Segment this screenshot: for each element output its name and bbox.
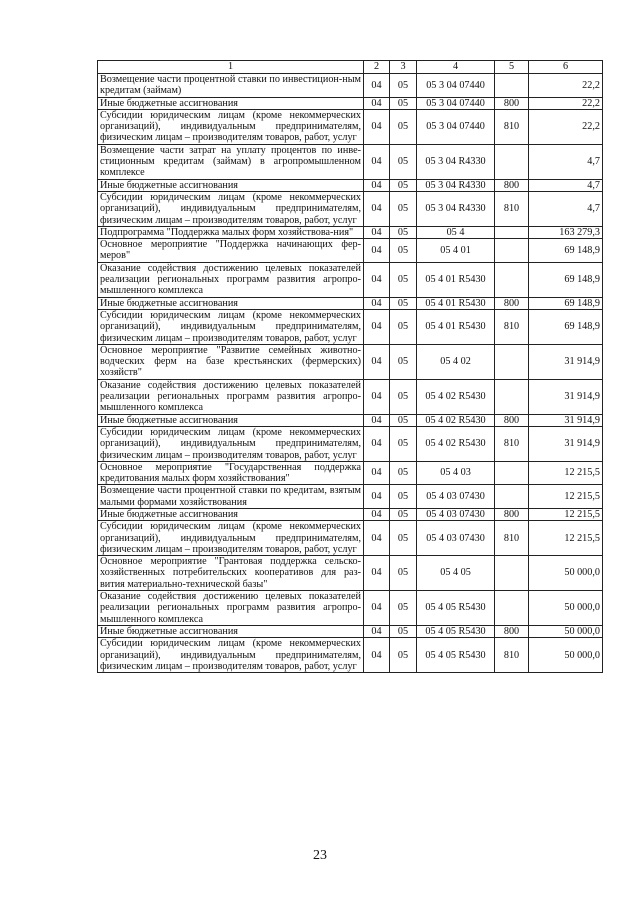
row-section-cell: 04 — [364, 379, 390, 414]
header-cell-3: 3 — [390, 61, 417, 74]
row-target-article-cell: 05 4 03 07430 — [417, 521, 495, 556]
row-name-cell: Субсидии юридическим лицам (кроме некоммерческих организаций), индивидуальным предпринимателям, физическим лицам – производителям товаров, работ, услуг — [98, 191, 364, 226]
row-name-cell: Субсидии юридическим лицам (кроме некоммерческих организаций), индивидуальным предпринимателям, физическим лицам – производителям товаров, работ, услуг — [98, 109, 364, 144]
row-name-cell: Субсидии юридическим лицам (кроме некоммерческих организаций), индивидуальным предпринимателям, физическим лицам – производителям товаров, работ, услуг — [98, 521, 364, 556]
row-name-cell: Подпрограмма "Поддержка малых форм хозяйствова-ния" — [98, 226, 364, 238]
row-subsection-cell: 05 — [390, 461, 417, 485]
table-row — [98, 485, 603, 509]
row-amount-cell: 12 215,5 — [529, 461, 603, 485]
row-target-article-cell: 05 4 03 — [417, 461, 495, 485]
row-target-article-cell: 05 4 02 — [417, 344, 495, 379]
table-row — [98, 179, 603, 191]
row-target-article-cell: 05 4 05 R5430 — [417, 625, 495, 637]
row-subsection-cell: 05 — [390, 508, 417, 520]
row-expense-type-cell: 810 — [495, 309, 529, 344]
table-row — [98, 521, 603, 556]
row-expense-type-cell — [495, 239, 529, 263]
table-row — [98, 74, 603, 98]
row-subsection-cell: 05 — [390, 414, 417, 426]
row-target-article-cell: 05 4 05 — [417, 556, 495, 591]
row-amount-cell: 4,7 — [529, 144, 603, 179]
table-row — [98, 461, 603, 485]
row-target-article-cell: 05 3 04 R4330 — [417, 191, 495, 226]
row-target-article-cell: 05 4 01 R5430 — [417, 262, 495, 297]
row-amount-cell: 69 148,9 — [529, 309, 603, 344]
table-body — [98, 74, 603, 673]
row-amount-cell: 50 000,0 — [529, 556, 603, 591]
row-amount-cell: 31 914,9 — [529, 426, 603, 461]
row-amount-cell: 69 148,9 — [529, 262, 603, 297]
row-section-cell: 04 — [364, 144, 390, 179]
table-row — [98, 191, 603, 226]
row-subsection-cell: 05 — [390, 638, 417, 673]
table-row — [98, 591, 603, 626]
header-cell-4: 4 — [417, 61, 495, 74]
row-target-article-cell: 05 4 02 R5430 — [417, 426, 495, 461]
row-amount-cell: 50 000,0 — [529, 591, 603, 626]
row-amount-cell: 12 215,5 — [529, 508, 603, 520]
row-name-cell: Субсидии юридическим лицам (кроме некоммерческих организаций), индивидуальным предпринимателям, физическим лицам – производителям товаров, работ, услуг — [98, 426, 364, 461]
row-amount-cell: 163 279,3 — [529, 226, 603, 238]
row-amount-cell: 22,2 — [529, 74, 603, 98]
row-amount-cell: 4,7 — [529, 179, 603, 191]
row-section-cell: 04 — [364, 309, 390, 344]
row-amount-cell: 22,2 — [529, 97, 603, 109]
row-target-article-cell: 05 4 01 — [417, 239, 495, 263]
row-section-cell: 04 — [364, 556, 390, 591]
row-name-cell: Иные бюджетные ассигнования — [98, 97, 364, 109]
row-name-cell: Оказание содействия достижению целевых показателей реализации региональных программ развития агропро-мышленного комплекса — [98, 262, 364, 297]
row-amount-cell: 31 914,9 — [529, 344, 603, 379]
row-target-article-cell: 05 3 04 R4330 — [417, 179, 495, 191]
row-expense-type-cell: 810 — [495, 426, 529, 461]
row-amount-cell: 69 148,9 — [529, 297, 603, 309]
row-target-article-cell: 05 4 05 R5430 — [417, 591, 495, 626]
row-subsection-cell: 05 — [390, 74, 417, 98]
row-subsection-cell: 05 — [390, 591, 417, 626]
row-section-cell: 04 — [364, 344, 390, 379]
table-header-row — [98, 61, 603, 74]
row-expense-type-cell: 800 — [495, 297, 529, 309]
row-amount-cell: 50 000,0 — [529, 625, 603, 637]
row-expense-type-cell — [495, 262, 529, 297]
row-expense-type-cell — [495, 74, 529, 98]
row-target-article-cell: 05 4 05 R5430 — [417, 638, 495, 673]
row-section-cell: 04 — [364, 179, 390, 191]
row-amount-cell: 31 914,9 — [529, 414, 603, 426]
row-name-cell: Основное мероприятие "Грантовая поддержка сельско-хозяйственных потребительских кооперативов для раз-вития материально-технической базы" — [98, 556, 364, 591]
row-name-cell: Основное мероприятие "Поддержка начинающих фер-меров" — [98, 239, 364, 263]
table-row — [98, 638, 603, 673]
row-subsection-cell: 05 — [390, 109, 417, 144]
row-section-cell: 04 — [364, 625, 390, 637]
header-cell-1: 1 — [98, 61, 364, 74]
row-subsection-cell: 05 — [390, 379, 417, 414]
row-name-cell: Возмещение части затрат на уплату процентов по инве-стиционным кредитам (займам) в агропромышленном комплексе — [98, 144, 364, 179]
table-row — [98, 109, 603, 144]
row-expense-type-cell — [495, 344, 529, 379]
row-section-cell: 04 — [364, 485, 390, 509]
row-expense-type-cell: 800 — [495, 179, 529, 191]
row-subsection-cell: 05 — [390, 179, 417, 191]
row-expense-type-cell: 810 — [495, 638, 529, 673]
header-cell-5: 5 — [495, 61, 529, 74]
row-expense-type-cell: 810 — [495, 191, 529, 226]
row-target-article-cell: 05 4 02 R5430 — [417, 379, 495, 414]
header-cell-6: 6 — [529, 61, 603, 74]
row-target-article-cell: 05 4 01 R5430 — [417, 309, 495, 344]
row-name-cell: Возмещение части процентной ставки по кредитам, взятым малыми формами хозяйствования — [98, 485, 364, 509]
row-section-cell: 04 — [364, 239, 390, 263]
row-name-cell: Иные бюджетные ассигнования — [98, 179, 364, 191]
row-section-cell: 04 — [364, 414, 390, 426]
header-cell-2: 2 — [364, 61, 390, 74]
row-section-cell: 04 — [364, 262, 390, 297]
row-section-cell: 04 — [364, 74, 390, 98]
row-subsection-cell: 05 — [390, 191, 417, 226]
row-subsection-cell: 05 — [390, 239, 417, 263]
row-name-cell: Основное мероприятие "Государственная поддержка кредитования малых форм хозяйствования" — [98, 461, 364, 485]
row-expense-type-cell: 800 — [495, 414, 529, 426]
row-expense-type-cell: 800 — [495, 97, 529, 109]
row-expense-type-cell — [495, 556, 529, 591]
page-number: 23 — [313, 848, 327, 863]
table-row — [98, 508, 603, 520]
row-expense-type-cell — [495, 226, 529, 238]
row-subsection-cell: 05 — [390, 262, 417, 297]
row-expense-type-cell: 810 — [495, 521, 529, 556]
row-target-article-cell: 05 4 03 07430 — [417, 508, 495, 520]
row-expense-type-cell — [495, 144, 529, 179]
row-subsection-cell: 05 — [390, 426, 417, 461]
row-section-cell: 04 — [364, 426, 390, 461]
row-target-article-cell: 05 4 — [417, 226, 495, 238]
row-amount-cell: 50 000,0 — [529, 638, 603, 673]
table-row — [98, 144, 603, 179]
row-target-article-cell: 05 4 02 R5430 — [417, 414, 495, 426]
table-row — [98, 226, 603, 238]
row-subsection-cell: 05 — [390, 226, 417, 238]
row-target-article-cell: 05 4 01 R5430 — [417, 297, 495, 309]
row-name-cell: Возмещение части процентной ставки по инвестицион-ным кредитам (займам) — [98, 74, 364, 98]
row-section-cell: 04 — [364, 638, 390, 673]
row-amount-cell: 4,7 — [529, 191, 603, 226]
row-subsection-cell: 05 — [390, 625, 417, 637]
row-subsection-cell: 05 — [390, 485, 417, 509]
table-row — [98, 556, 603, 591]
row-section-cell: 04 — [364, 591, 390, 626]
row-section-cell: 04 — [364, 191, 390, 226]
table-row — [98, 414, 603, 426]
row-subsection-cell: 05 — [390, 344, 417, 379]
row-target-article-cell: 05 4 03 07430 — [417, 485, 495, 509]
row-amount-cell: 31 914,9 — [529, 379, 603, 414]
row-subsection-cell: 05 — [390, 556, 417, 591]
row-amount-cell: 12 215,5 — [529, 485, 603, 509]
row-name-cell: Оказание содействия достижению целевых показателей реализации региональных программ развития агропро-мышленного комплекса — [98, 591, 364, 626]
row-section-cell: 04 — [364, 97, 390, 109]
row-name-cell: Субсидии юридическим лицам (кроме некоммерческих организаций), индивидуальным предпринимателям, физическим лицам – производителям товаров, работ, услуг — [98, 309, 364, 344]
table-row — [98, 309, 603, 344]
table-row — [98, 625, 603, 637]
row-section-cell: 04 — [364, 521, 390, 556]
row-section-cell: 04 — [364, 508, 390, 520]
row-expense-type-cell — [495, 591, 529, 626]
row-section-cell: 04 — [364, 297, 390, 309]
row-subsection-cell: 05 — [390, 97, 417, 109]
row-subsection-cell: 05 — [390, 309, 417, 344]
row-section-cell: 04 — [364, 226, 390, 238]
row-expense-type-cell: 810 — [495, 109, 529, 144]
table-row — [98, 379, 603, 414]
row-subsection-cell: 05 — [390, 297, 417, 309]
row-amount-cell: 69 148,9 — [529, 239, 603, 263]
table-row — [98, 426, 603, 461]
table-row — [98, 262, 603, 297]
table-row — [98, 344, 603, 379]
row-section-cell: 04 — [364, 461, 390, 485]
row-name-cell: Субсидии юридическим лицам (кроме некоммерческих организаций), индивидуальным предпринимателям, физическим лицам – производителям товаров, работ, услуг — [98, 638, 364, 673]
row-subsection-cell: 05 — [390, 144, 417, 179]
row-name-cell: Иные бюджетные ассигнования — [98, 414, 364, 426]
row-expense-type-cell — [495, 485, 529, 509]
table-row — [98, 239, 603, 263]
table-row — [98, 97, 603, 109]
row-expense-type-cell — [495, 379, 529, 414]
row-amount-cell: 22,2 — [529, 109, 603, 144]
budget-table — [97, 60, 603, 673]
row-target-article-cell: 05 3 04 07440 — [417, 97, 495, 109]
row-target-article-cell: 05 3 04 07440 — [417, 74, 495, 98]
table-row — [98, 297, 603, 309]
row-expense-type-cell: 800 — [495, 625, 529, 637]
row-section-cell: 04 — [364, 109, 390, 144]
row-name-cell: Иные бюджетные ассигнования — [98, 508, 364, 520]
row-name-cell: Иные бюджетные ассигнования — [98, 297, 364, 309]
row-name-cell: Основное мероприятие "Развитие семейных животно-водческих ферм на базе крестьянских (фермерских) хозяйств" — [98, 344, 364, 379]
row-target-article-cell: 05 3 04 R4330 — [417, 144, 495, 179]
row-expense-type-cell: 800 — [495, 508, 529, 520]
row-amount-cell: 12 215,5 — [529, 521, 603, 556]
row-name-cell: Иные бюджетные ассигнования — [98, 625, 364, 637]
row-subsection-cell: 05 — [390, 521, 417, 556]
row-name-cell: Оказание содействия достижению целевых показателей реализации региональных программ развития агропро-мышленного комплекса — [98, 379, 364, 414]
row-expense-type-cell — [495, 461, 529, 485]
row-target-article-cell: 05 3 04 07440 — [417, 109, 495, 144]
